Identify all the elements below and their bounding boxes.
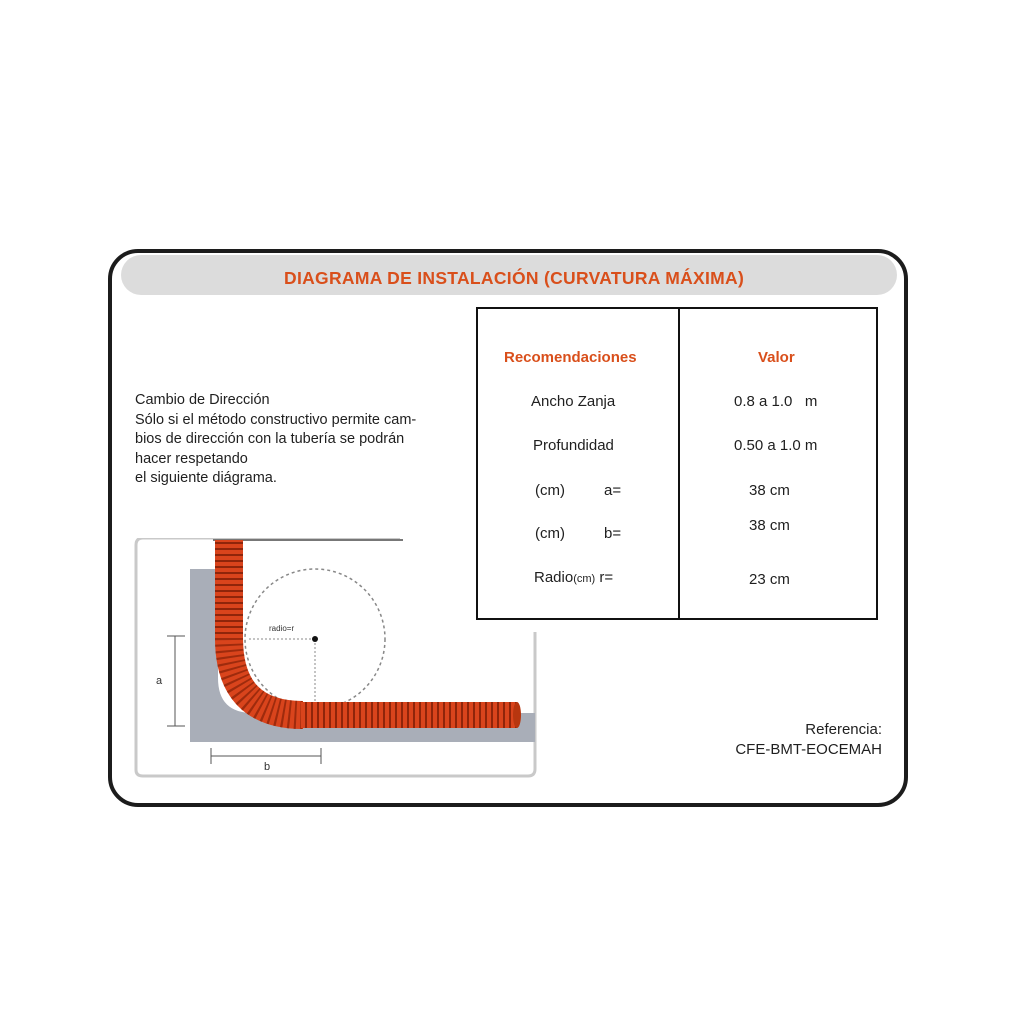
reference-code: CFE-BMT-EOCEMAH <box>735 741 882 758</box>
row-symbol-b: b= <box>604 525 622 542</box>
description-line: el siguiente diágrama. <box>135 470 277 486</box>
row-unit-b: (cm) <box>535 525 565 542</box>
direction-change-description <box>135 391 465 489</box>
row-value-depth: 0.50 a 1.0 m <box>734 437 818 454</box>
dimension-a-label: a <box>156 675 163 687</box>
description-heading: Cambio de Dirección <box>135 392 270 408</box>
dimension-b-label: b <box>264 761 271 773</box>
description-line: Sólo si el método constructivo permite cam- <box>135 411 417 428</box>
row-value-radius: 23 cm <box>749 571 790 588</box>
row-label-trench-width: Ancho Zanja <box>531 393 616 410</box>
header-recommendations: Recomendaciones <box>504 349 637 366</box>
row-value-a: 38 cm <box>749 482 790 499</box>
radius-center-dot <box>312 636 318 642</box>
radius-unit: (cm) <box>573 573 596 585</box>
radius-label: Radio <box>534 569 574 586</box>
row-unit-a: (cm) <box>535 482 565 499</box>
pipe-end <box>513 702 521 728</box>
row-symbol-a: a= <box>604 482 622 499</box>
radius-label: radio=r <box>269 624 295 633</box>
reference-block <box>735 720 882 760</box>
row-label-radius <box>534 569 613 586</box>
row-value-trench-width: 0.8 a 1.0 m <box>734 393 818 410</box>
radius-symbol: r= <box>599 569 614 586</box>
pipe-horizontal-segment <box>301 702 517 728</box>
table-column-divider <box>678 307 680 620</box>
description-line: bios de dirección con la tubería se podrán <box>135 431 405 447</box>
pipe-vertical-segment <box>215 540 243 640</box>
header-value: Valor <box>758 349 795 366</box>
row-value-b: 38 cm <box>749 517 790 534</box>
reference-label: Referencia: <box>805 721 882 738</box>
row-label-depth: Profundidad <box>533 437 614 454</box>
pipe-bend-diagram <box>133 538 538 778</box>
description-line: hacer respetando <box>135 450 248 467</box>
diagram-title: DIAGRAMA DE INSTALACIÓN (CURVATURA MÁXIMA) <box>284 268 745 288</box>
